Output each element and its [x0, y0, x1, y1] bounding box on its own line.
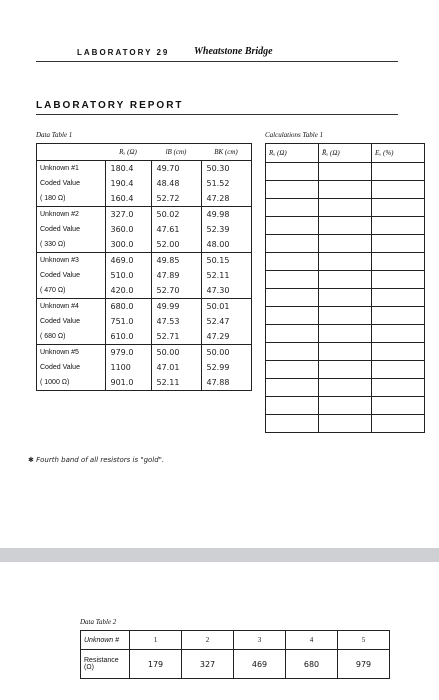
calc-row	[266, 181, 425, 199]
calc-cell[interactable]	[266, 289, 319, 307]
calc-cell[interactable]	[319, 253, 372, 271]
calc-cell[interactable]	[266, 235, 319, 253]
row-label: Unknown #2	[40, 211, 79, 218]
report-rule	[36, 114, 398, 115]
table-row	[37, 222, 252, 237]
calc-cell[interactable]	[372, 253, 425, 271]
row-label: ( 1000 Ω)	[37, 375, 106, 391]
row-label: Unknown #3	[40, 257, 79, 264]
header-bk: BK (cm)	[201, 144, 252, 161]
measurement-cell: 50.00	[151, 345, 201, 361]
calc-cell[interactable]	[319, 217, 372, 235]
row-label: Unknown #4	[40, 303, 79, 310]
calc-row	[266, 325, 425, 343]
resistance-value-2: 327	[182, 650, 234, 679]
measurement-cell: 52.99	[201, 360, 252, 375]
row-label: Coded Value	[40, 364, 80, 371]
data-table-2	[80, 630, 390, 679]
calc-cell[interactable]	[372, 325, 425, 343]
measurement-cell: 979.0	[105, 345, 151, 361]
col-5: 5	[338, 631, 390, 650]
calc-cell[interactable]	[372, 271, 425, 289]
table-row	[37, 375, 252, 391]
calc-row	[266, 217, 425, 235]
calc-cell[interactable]	[372, 415, 425, 433]
measurement-cell: 49.99	[151, 299, 201, 315]
table-row	[37, 360, 252, 375]
measurement-cell: 49.85	[151, 253, 201, 269]
table-row	[37, 268, 252, 283]
calc-cell[interactable]	[372, 361, 425, 379]
row-label: Coded Value	[40, 272, 80, 279]
measurement-cell: 52.71	[151, 329, 201, 345]
calc-cell[interactable]	[266, 325, 319, 343]
measurement-cell: 47.29	[201, 329, 252, 345]
measurement-cell: 751.0	[105, 314, 151, 329]
calc-cell[interactable]	[266, 361, 319, 379]
calc-row	[266, 199, 425, 217]
measurement-cell: 52.00	[151, 237, 201, 253]
measurement-cell: 510.0	[105, 268, 151, 283]
header-lb: lB (cm)	[151, 144, 201, 161]
calc-row	[266, 253, 425, 271]
table-row	[37, 345, 252, 361]
measurement-cell: 469.0	[105, 253, 151, 269]
calc-cell[interactable]	[372, 235, 425, 253]
measurement-cell: 327.0	[105, 207, 151, 223]
row-label: ( 680 Ω)	[37, 329, 106, 345]
calc-table-1-caption: Calculations Table 1	[265, 131, 324, 139]
calc-cell[interactable]	[319, 343, 372, 361]
table-row	[37, 253, 252, 269]
calc-cell[interactable]	[319, 379, 372, 397]
measurement-cell: 52.39	[201, 222, 252, 237]
calc-row	[266, 397, 425, 415]
calc-cell[interactable]	[319, 415, 372, 433]
calc-cell[interactable]	[372, 343, 425, 361]
measurement-cell: 47.28	[201, 191, 252, 207]
measurement-cell: 47.88	[201, 375, 252, 391]
resistance-value-1: 179	[130, 650, 182, 679]
measurement-cell: 50.30	[201, 161, 252, 177]
row-label: Unknown #5	[40, 349, 79, 356]
calc-cell[interactable]	[372, 163, 425, 181]
row-label: ( 180 Ω)	[37, 191, 106, 207]
resistance-value-4: 680	[286, 650, 338, 679]
calc-table-1	[265, 143, 425, 433]
col-4: 4	[286, 631, 338, 650]
calc-cell[interactable]	[266, 163, 319, 181]
measurement-cell: 420.0	[105, 283, 151, 299]
measurement-cell: 901.0	[105, 375, 151, 391]
calc-cell[interactable]	[372, 397, 425, 415]
row-label: ( 470 Ω)	[37, 283, 106, 299]
calc-cell[interactable]	[319, 181, 372, 199]
table-row	[37, 329, 252, 345]
calc-row	[266, 289, 425, 307]
measurement-cell: 610.0	[105, 329, 151, 345]
measurement-cell: 48.48	[151, 176, 201, 191]
lab-number: LABORATORY 29	[77, 48, 170, 57]
measurement-cell: 680.0	[105, 299, 151, 315]
table-row	[37, 176, 252, 191]
measurement-cell: 160.4	[105, 191, 151, 207]
data-table-2-caption: Data Table 2	[80, 618, 117, 626]
calc-row	[266, 343, 425, 361]
calc-cell[interactable]	[266, 199, 319, 217]
calc-cell[interactable]	[266, 415, 319, 433]
calc-header-rx: Rₓ (Ω)	[266, 144, 319, 163]
calc-cell[interactable]	[266, 271, 319, 289]
header-blank	[37, 144, 106, 161]
handwritten-note: ✱ Fourth band of all resistors is "gold".	[28, 456, 165, 464]
resistance-value-3: 469	[234, 650, 286, 679]
col-3: 3	[234, 631, 286, 650]
calc-cell[interactable]	[266, 253, 319, 271]
table-row	[37, 314, 252, 329]
measurement-cell: 50.15	[201, 253, 252, 269]
measurement-cell: 47.30	[201, 283, 252, 299]
calc-row	[266, 163, 425, 181]
page-separator	[0, 548, 439, 562]
row-label: Coded Value	[40, 226, 80, 233]
measurement-cell: 49.98	[201, 207, 252, 223]
measurement-cell: 49.70	[151, 161, 201, 177]
measurement-cell: 52.70	[151, 283, 201, 299]
col-1: 1	[130, 631, 182, 650]
calc-row	[266, 361, 425, 379]
measurement-cell: 47.61	[151, 222, 201, 237]
measurement-cell: 50.01	[201, 299, 252, 315]
row-label: Coded Value	[40, 180, 80, 187]
unknown-label: Unknown #	[81, 631, 130, 650]
measurement-cell: 47.53	[151, 314, 201, 329]
calc-row	[266, 415, 425, 433]
row-label: Coded Value	[40, 318, 80, 325]
calc-row	[266, 307, 425, 325]
calc-cell[interactable]	[372, 379, 425, 397]
measurement-cell: 52.72	[151, 191, 201, 207]
calc-row	[266, 271, 425, 289]
calc-cell[interactable]	[319, 199, 372, 217]
table-row	[37, 191, 252, 207]
lab-title: Wheatstone Bridge	[194, 46, 273, 57]
header-rule	[36, 61, 398, 62]
calc-cell[interactable]	[266, 307, 319, 325]
calc-header-rx-mean: R̄ₓ (Ω)	[319, 144, 372, 163]
calc-cell[interactable]	[372, 181, 425, 199]
col-2: 2	[182, 631, 234, 650]
data-table-1	[36, 143, 252, 391]
calc-row	[266, 379, 425, 397]
measurement-cell: 1100	[105, 360, 151, 375]
calc-cell[interactable]	[372, 199, 425, 217]
measurement-cell: 52.11	[201, 268, 252, 283]
calc-cell[interactable]	[319, 361, 372, 379]
calc-cell[interactable]	[319, 271, 372, 289]
measurement-cell: 52.11	[151, 375, 201, 391]
resistance-label-line2: (Ω)	[84, 664, 94, 671]
calc-cell[interactable]	[372, 217, 425, 235]
row-label: ( 330 Ω)	[37, 237, 106, 253]
resistance-label	[81, 650, 130, 679]
calc-cell[interactable]	[266, 379, 319, 397]
measurement-cell: 180.4	[105, 161, 151, 177]
calc-header-error: Eₓ (%)	[372, 144, 425, 163]
resistance-label-line1: Resistance	[84, 657, 119, 664]
calc-cell[interactable]	[319, 307, 372, 325]
measurement-cell: 300.0	[105, 237, 151, 253]
measurement-cell: 360.0	[105, 222, 151, 237]
measurement-cell: 51.52	[201, 176, 252, 191]
table-row	[37, 283, 252, 299]
table-row	[37, 237, 252, 253]
calc-cell[interactable]	[372, 307, 425, 325]
data-table-1-caption: Data Table 1	[36, 131, 73, 139]
row-label: Unknown #1	[40, 165, 79, 172]
resistance-value-5: 979	[338, 650, 390, 679]
calc-row	[266, 235, 425, 253]
calc-cell[interactable]	[319, 397, 372, 415]
measurement-cell: 48.00	[201, 237, 252, 253]
calc-cell[interactable]	[266, 181, 319, 199]
measurement-cell: 50.00	[201, 345, 252, 361]
calc-cell[interactable]	[266, 343, 319, 361]
calc-cell[interactable]	[319, 235, 372, 253]
measurement-cell: 47.89	[151, 268, 201, 283]
table-row	[37, 299, 252, 315]
calc-cell[interactable]	[319, 325, 372, 343]
table-row	[37, 161, 252, 177]
measurement-cell: 47.01	[151, 360, 201, 375]
calc-cell[interactable]	[319, 163, 372, 181]
calc-cell[interactable]	[266, 217, 319, 235]
measurement-cell: 52.47	[201, 314, 252, 329]
report-title: LABORATORY REPORT	[36, 100, 184, 111]
page-header	[36, 45, 398, 61]
measurement-cell: 50.02	[151, 207, 201, 223]
calc-cell[interactable]	[319, 289, 372, 307]
table-row	[37, 207, 252, 223]
calc-cell[interactable]	[266, 397, 319, 415]
calc-cell[interactable]	[372, 289, 425, 307]
measurement-cell: 190.4	[105, 176, 151, 191]
header-rx: Rₓ (Ω)	[105, 144, 151, 161]
